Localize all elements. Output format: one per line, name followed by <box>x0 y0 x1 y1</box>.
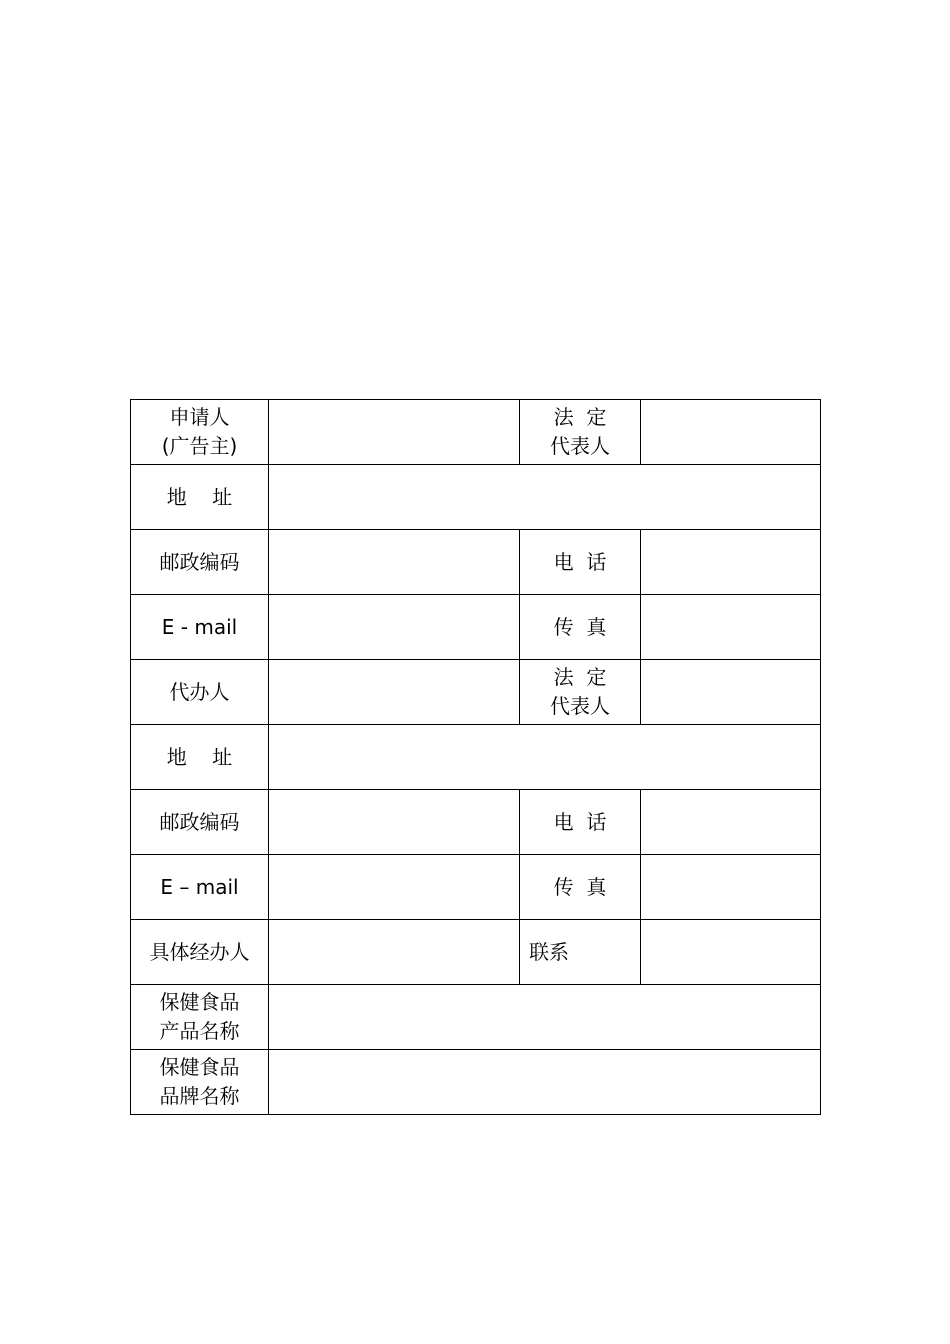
row-applicant-email <box>131 595 821 660</box>
applicant-label-line1: 申请人 <box>169 405 230 429</box>
applicant-label-line2: (广告主) <box>161 434 238 458</box>
agent-email-field[interactable] <box>269 855 520 920</box>
applicant-address-field[interactable] <box>269 465 821 530</box>
applicant-postcode-text: 邮政编码 <box>159 549 240 574</box>
product-name-label <box>131 985 269 1050</box>
row-agent-email <box>131 855 821 920</box>
contact-label <box>520 920 641 985</box>
row-applicant-postcode <box>131 530 821 595</box>
brand-name-label <box>131 1050 269 1115</box>
agent-fax-text: 传 真 <box>553 874 607 899</box>
applicant-address-text: 地 址 <box>166 484 233 509</box>
agent-email-label <box>131 855 269 920</box>
application-form-table <box>130 399 821 1115</box>
agent-legal-rep-line2: 代表人 <box>550 694 610 718</box>
row-product-name <box>131 985 821 1050</box>
agent-label <box>131 660 269 725</box>
applicant-phone-label <box>520 530 641 595</box>
agent-fax-field[interactable] <box>641 855 821 920</box>
agent-email-text: E – mail <box>160 874 239 899</box>
row-applicant-address <box>131 465 821 530</box>
agent-value-field[interactable] <box>269 660 520 725</box>
row-handler <box>131 920 821 985</box>
applicant-label <box>131 400 269 465</box>
applicant-postcode-field[interactable] <box>269 530 520 595</box>
product-name-line1: 保健食品 <box>159 990 240 1014</box>
applicant-email-label <box>131 595 269 660</box>
agent-phone-label <box>520 790 641 855</box>
product-name-line2: 产品名称 <box>159 1019 240 1043</box>
agent-legal-rep-label <box>520 660 641 725</box>
agent-legal-rep-line1: 法 定 <box>553 665 607 689</box>
applicant-address-label <box>131 465 269 530</box>
agent-legal-rep-field[interactable] <box>641 660 821 725</box>
product-name-field[interactable] <box>269 985 821 1050</box>
agent-postcode-text: 邮政编码 <box>159 809 240 834</box>
row-agent-postcode <box>131 790 821 855</box>
applicant-legal-rep-line1: 法 定 <box>553 405 607 429</box>
row-agent-address <box>131 725 821 790</box>
contact-field[interactable] <box>641 920 821 985</box>
applicant-phone-text: 电 话 <box>553 549 607 574</box>
handler-label <box>131 920 269 985</box>
applicant-value-field[interactable] <box>269 400 520 465</box>
contact-text: 联系 <box>529 939 569 964</box>
agent-address-field[interactable] <box>269 725 821 790</box>
agent-phone-text: 电 话 <box>553 809 607 834</box>
agent-address-text: 地 址 <box>166 744 233 769</box>
applicant-legal-rep-label <box>520 400 641 465</box>
agent-address-label <box>131 725 269 790</box>
applicant-fax-field[interactable] <box>641 595 821 660</box>
row-agent <box>131 660 821 725</box>
applicant-legal-rep-field[interactable] <box>641 400 821 465</box>
handler-field[interactable] <box>269 920 520 985</box>
handler-text: 具体经办人 <box>149 939 250 964</box>
applicant-phone-field[interactable] <box>641 530 821 595</box>
agent-postcode-label <box>131 790 269 855</box>
row-brand-name <box>131 1050 821 1115</box>
brand-name-line1: 保健食品 <box>159 1055 240 1079</box>
brand-name-line2: 品牌名称 <box>159 1084 240 1108</box>
agent-phone-field[interactable] <box>641 790 821 855</box>
agent-postcode-field[interactable] <box>269 790 520 855</box>
applicant-legal-rep-line2: 代表人 <box>550 434 610 458</box>
agent-text: 代办人 <box>169 679 230 704</box>
applicant-fax-label <box>520 595 641 660</box>
brand-name-field[interactable] <box>269 1050 821 1115</box>
applicant-fax-text: 传 真 <box>553 614 607 639</box>
agent-fax-label <box>520 855 641 920</box>
row-applicant <box>131 400 821 465</box>
applicant-postcode-label <box>131 530 269 595</box>
applicant-email-field[interactable] <box>269 595 520 660</box>
applicant-email-text: E - mail <box>161 614 238 639</box>
